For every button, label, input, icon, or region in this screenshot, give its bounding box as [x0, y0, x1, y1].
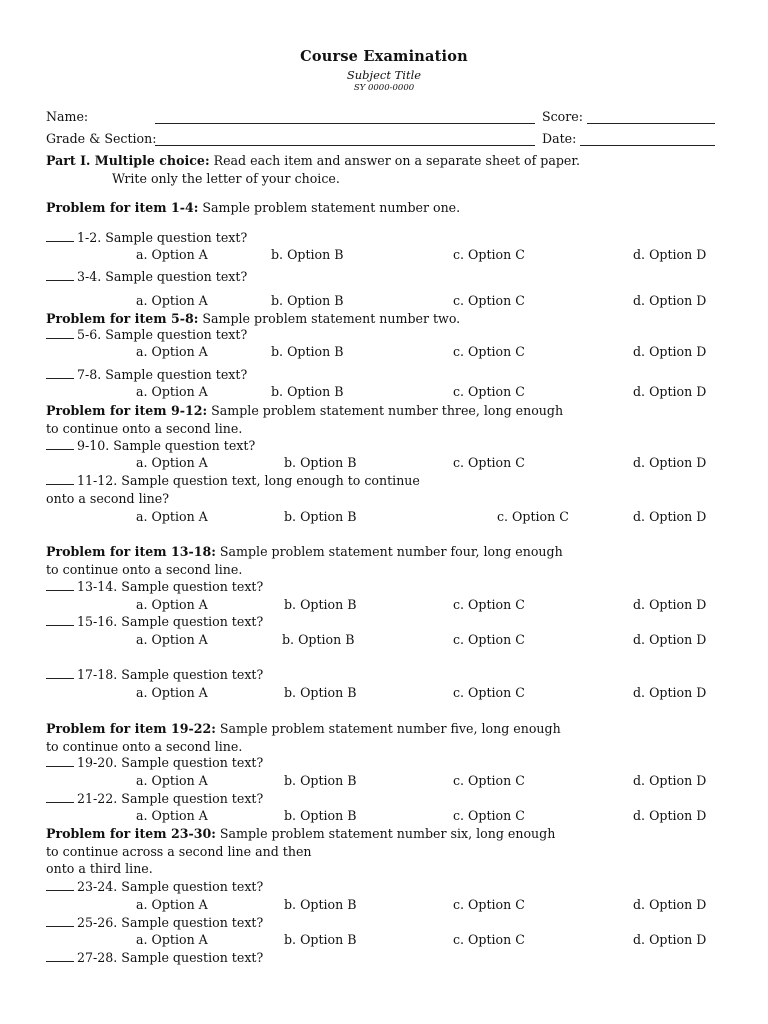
problem-label: Problem for item 19-22: — [46, 721, 216, 736]
option-d: d. Option D — [633, 344, 707, 359]
question — [46, 879, 263, 895]
question-stem: 19-20. Sample question text? — [77, 755, 264, 770]
test-instructions — [46, 152, 723, 187]
question-stem: 1-2. Sample question text? — [77, 230, 248, 245]
option-d: d. Option D — [633, 455, 707, 470]
score-label: Score: — [542, 109, 583, 124]
option-a: a. Option A — [136, 808, 208, 823]
question-stem: 25-26. Sample question text? — [77, 915, 264, 930]
question-stem: 23-24. Sample question text? — [77, 879, 264, 894]
question — [46, 915, 263, 931]
problem-group — [46, 543, 723, 578]
option-b: b. Option B — [284, 808, 357, 823]
option-c: c. Option C — [453, 632, 525, 647]
answer-blank[interactable] — [46, 667, 74, 679]
option-d: d. Option D — [633, 384, 707, 399]
instructions-text-2: Write only the letter of your choice. — [112, 170, 340, 186]
option-c: c. Option C — [453, 344, 525, 359]
question — [46, 950, 263, 966]
option-d: d. Option D — [633, 773, 707, 788]
question — [46, 327, 247, 343]
problem-label: Problem for item 9-12: — [46, 403, 208, 418]
option-d: d. Option D — [633, 685, 707, 700]
answer-blank[interactable] — [46, 755, 74, 767]
grade-section-field[interactable] — [155, 133, 535, 149]
problem-label: Problem for item 5-8: — [46, 311, 199, 326]
option-b: b. Option B — [271, 247, 344, 262]
option-b: b. Option B — [284, 455, 357, 470]
exam-subtitle: Subject Title — [346, 68, 422, 82]
option-b: b. Option B — [271, 344, 344, 359]
question — [46, 269, 247, 285]
problem-text-2: to continue onto a second line. — [46, 420, 243, 436]
option-a: a. Option A — [136, 632, 208, 647]
name-label: Name: — [46, 109, 89, 124]
option-c: c. Option C — [453, 384, 525, 399]
question-stem-2: onto a second line? — [46, 490, 169, 506]
answer-blank[interactable] — [46, 614, 74, 626]
option-d: d. Option D — [633, 897, 707, 912]
option-a: a. Option A — [136, 384, 208, 399]
problem-text-2: to continue onto a second line. — [46, 738, 243, 754]
option-c: c. Option C — [453, 293, 525, 308]
option-b: b. Option B — [284, 897, 357, 912]
problem-label: Problem for item 13-18: — [46, 544, 216, 559]
question — [46, 791, 263, 807]
answer-blank[interactable] — [46, 438, 74, 450]
name-field[interactable] — [155, 111, 535, 127]
option-c: c. Option C — [453, 455, 525, 470]
question-stem: 27-28. Sample question text? — [77, 950, 264, 965]
question-stem: 15-16. Sample question text? — [77, 614, 264, 629]
answer-blank[interactable] — [46, 950, 74, 962]
problem-text: Sample problem statement number one. — [198, 200, 461, 215]
option-b: b. Option B — [284, 932, 357, 947]
question-stem: 21-22. Sample question text? — [77, 791, 264, 806]
problem-group — [46, 402, 723, 437]
test-label: Part I. Multiple choice: — [46, 153, 210, 168]
option-a: a. Option A — [136, 685, 208, 700]
problem-group — [46, 720, 723, 755]
answer-blank[interactable] — [46, 579, 74, 591]
option-a: a. Option A — [136, 455, 208, 470]
answer-blank[interactable] — [46, 791, 74, 803]
option-d: d. Option D — [633, 247, 707, 262]
option-b: b. Option B — [284, 773, 357, 788]
option-a: a. Option A — [136, 932, 208, 947]
option-a: a. Option A — [136, 509, 208, 524]
option-d: d. Option D — [633, 597, 707, 612]
option-a: a. Option A — [136, 897, 208, 912]
option-c: c. Option C — [453, 685, 525, 700]
option-a: a. Option A — [136, 344, 208, 359]
question — [46, 667, 263, 683]
problem-text-3: onto a third line. — [46, 861, 153, 876]
question-stem: 11-12. Sample question text, long enough to continue — [77, 473, 420, 488]
question — [46, 367, 247, 383]
instructions-text: Read each item and answer on a separate sheet of paper. — [209, 153, 581, 168]
problem-text: Sample problem statement number four, long enough — [215, 544, 563, 559]
option-a: a. Option A — [136, 773, 208, 788]
problem-text-2: to continue onto a second line. — [46, 561, 243, 577]
option-c: c. Option C — [453, 897, 525, 912]
question-stem: 7-8. Sample question text? — [77, 367, 248, 382]
problem-group — [46, 199, 723, 217]
option-b: b. Option B — [284, 597, 357, 612]
question — [46, 438, 255, 454]
problem-text: Sample problem statement number two. — [198, 311, 461, 326]
option-d: d. Option D — [633, 808, 707, 823]
answer-blank[interactable] — [46, 327, 74, 339]
problem-group — [46, 825, 723, 878]
question — [46, 472, 723, 507]
answer-blank[interactable] — [46, 230, 74, 242]
option-c: c. Option C — [453, 773, 525, 788]
problem-text: Sample problem statement number five, long enough — [215, 721, 561, 736]
school-year: SY 0000-0000 — [353, 83, 415, 93]
problem-text-2: to continue across a second line and then — [46, 843, 312, 859]
option-b: b. Option B — [284, 509, 357, 524]
option-d: d. Option D — [633, 293, 707, 308]
problem-text: Sample problem statement number six, long enough — [215, 826, 556, 841]
problem-text: Sample problem statement number three, long enough — [207, 403, 564, 418]
option-d: d. Option D — [633, 932, 707, 947]
option-b: b. Option B — [271, 293, 344, 308]
grade-section-label: Grade & Section: — [46, 131, 157, 146]
question-stem: 5-6. Sample question text? — [77, 327, 248, 342]
question-stem: 3-4. Sample question text? — [77, 269, 248, 284]
option-b: b. Option B — [282, 632, 355, 647]
question-stem: 13-14. Sample question text? — [77, 579, 264, 594]
problem-label: Problem for item 23-30: — [46, 826, 216, 841]
option-a: a. Option A — [136, 293, 208, 308]
option-c: c. Option C — [453, 597, 525, 612]
option-c: c. Option C — [453, 247, 525, 262]
option-c: c. Option C — [453, 932, 525, 947]
problem-label: Problem for item 1-4: — [46, 200, 199, 215]
answer-blank[interactable] — [46, 473, 74, 485]
answer-blank[interactable] — [46, 269, 74, 281]
answer-blank[interactable] — [46, 879, 74, 891]
option-a: a. Option A — [136, 597, 208, 612]
option-b: b. Option B — [271, 384, 344, 399]
score-field[interactable] — [587, 111, 715, 127]
option-c: c. Option C — [497, 509, 569, 524]
problem-group — [46, 310, 723, 328]
question — [46, 579, 263, 595]
question — [46, 230, 247, 246]
question — [46, 755, 263, 771]
option-b: b. Option B — [284, 685, 357, 700]
option-d: d. Option D — [633, 632, 707, 647]
question-stem: 17-18. Sample question text? — [77, 667, 264, 682]
question-stem: 9-10. Sample question text? — [77, 438, 256, 453]
date-field[interactable] — [580, 133, 715, 149]
option-d: d. Option D — [633, 509, 707, 524]
answer-blank[interactable] — [46, 915, 74, 927]
answer-blank[interactable] — [46, 367, 74, 379]
option-a: a. Option A — [136, 247, 208, 262]
question — [46, 614, 263, 630]
date-label: Date: — [542, 131, 577, 146]
option-c: c. Option C — [453, 808, 525, 823]
exam-title: Course Examination — [300, 48, 468, 65]
